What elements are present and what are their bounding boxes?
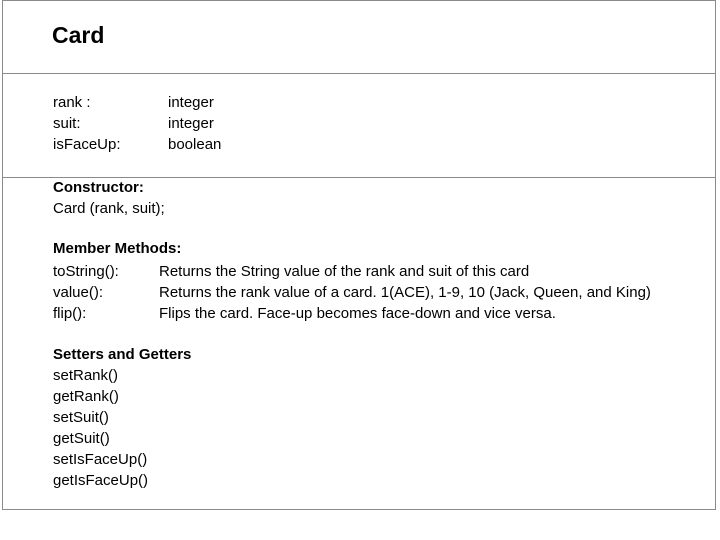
method-name: value():	[53, 284, 104, 301]
accessor-method: getSuit()	[53, 430, 110, 447]
setters-getters-heading: Setters and Getters	[53, 346, 192, 363]
attribute-name: suit:	[53, 115, 81, 132]
attributes-compartment	[3, 73, 715, 178]
accessor-method: getIsFaceUp()	[53, 472, 149, 489]
member-methods-heading: Member Methods:	[53, 240, 182, 257]
attribute-name: isFaceUp:	[53, 136, 121, 153]
attribute-type: integer	[168, 115, 214, 132]
accessor-method: getRank()	[53, 388, 119, 405]
constructor-heading: Constructor:	[53, 179, 144, 196]
class-name-compartment	[3, 1, 715, 74]
attribute-type: boolean	[168, 136, 222, 153]
method-description: Returns the String value of the rank and suit of this card	[159, 263, 530, 280]
uml-class-box	[2, 0, 716, 510]
constructor-signature: Card (rank, suit);	[53, 200, 165, 217]
method-description: Returns the rank value of a card. 1(ACE), 1-9, 10 (Jack, Queen, and King)	[159, 284, 651, 301]
method-name: flip():	[53, 305, 87, 322]
attribute-name: rank :	[53, 94, 91, 111]
class-name: Card	[52, 22, 105, 48]
methods-compartment	[3, 178, 715, 509]
method-description: Flips the card. Face-up becomes face-down and vice versa.	[159, 305, 556, 322]
accessor-method: setIsFaceUp()	[53, 451, 148, 468]
attribute-type: integer	[168, 94, 214, 111]
method-name: toString():	[53, 263, 119, 280]
accessor-method: setSuit()	[53, 409, 109, 426]
accessor-method: setRank()	[53, 367, 119, 384]
